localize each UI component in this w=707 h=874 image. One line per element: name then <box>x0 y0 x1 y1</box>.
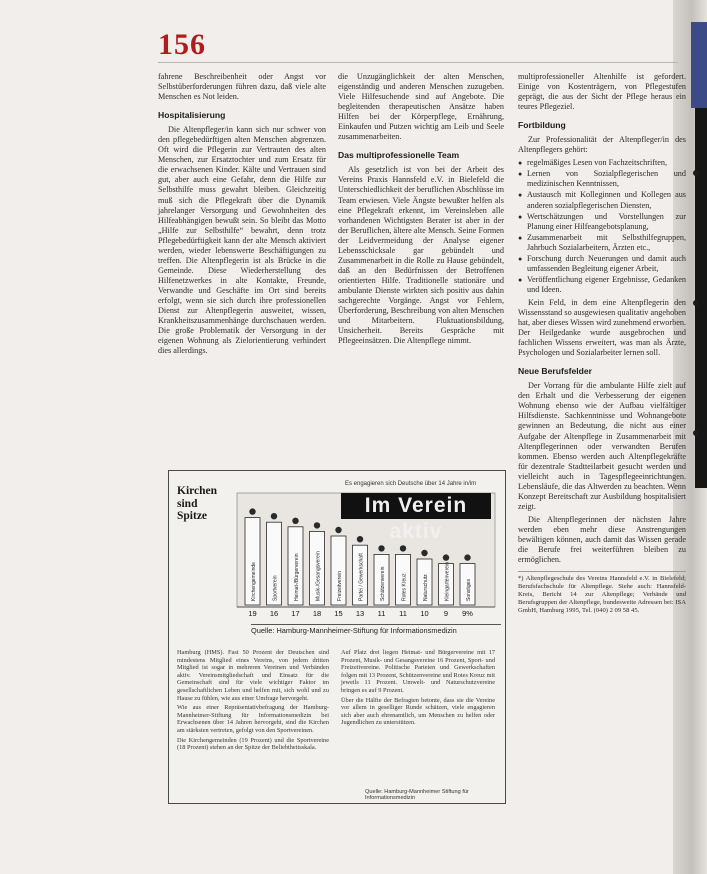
list-item: ● Veröffentlichung eigener Ergebnisse, Gedanken und Ideen. <box>518 275 686 295</box>
bar-pictogram <box>378 545 384 551</box>
paragraph: Zur Professionalität der Altenpfleger/in des Altenpflegers gehört: <box>518 135 686 155</box>
chart-title-line: Spitze <box>177 510 208 522</box>
category-label: Sportverein <box>272 575 279 601</box>
chart-subtitle: Es engagieren sich Deutsche über 14 Jahre in/im <box>345 481 477 487</box>
category-label: Kleingartenverein <box>444 562 451 601</box>
infobox <box>168 470 506 804</box>
training-list <box>518 158 686 295</box>
category-label: Naturschutz <box>423 574 429 601</box>
heading-hospitalisierung: Hospitalisierung <box>158 110 226 121</box>
left-column <box>158 72 326 359</box>
paragraph: Über die Hälfte der Befragten betonte, dass sie die Vereine vor allem in geselliger Runde schätzen, viele engagieren sich aber auch ehrenamtlich, um Menschen zu helfen oder Jugendlichen zu unterstützen. <box>341 696 495 727</box>
list-item: ● Austausch mit Kolleginnen und Kollegen aus anderen sozialpflegerischen Diensten, <box>518 190 686 210</box>
list-item: ● Wertschätzungen und Vorstellungen zur Planung einer Hilfeangebotsplanung, <box>518 212 686 232</box>
chart-source: Quelle: Hamburg-Mannheimer-Stiftung für Informationsmedizin <box>251 624 501 635</box>
category-label: Freizeitverein <box>337 570 343 601</box>
chart-title-line: Kirchen <box>177 485 218 497</box>
blue-chapter-tab <box>691 22 707 108</box>
paragraph: Wie aus einer Repräsentativbefragung der Hamburg-Mannheimer-Stiftung für Informationsmedizin bei Erwachsenen über 14 Jahren hervorgeht, sind die Kirchen am stärksten vertreten, gefolgt von den Sportvereinen. <box>177 704 329 734</box>
binding-hole <box>693 300 699 306</box>
infobox-text-left <box>177 649 329 754</box>
bar-pictogram <box>421 550 427 556</box>
value-label: 11 <box>399 609 407 618</box>
bar-pictogram <box>443 554 449 560</box>
category-label: Rotes Kreuz <box>401 573 408 601</box>
bar-pictogram <box>249 508 255 514</box>
paragraph: Als gesetzlich ist von bei der Arbeit des Vereins Praxis Hannsfeld e.V. in Bielefeld die Unterschiedlichkeit der beruflichen Abschlüsse im Team erwiesen. Viele Ängste bewußter helfen als eine Pflegekraft erkennt, im Vereinsleben alle vorhandenen Wichtigsten Berater ist aber in der der Beruflichen, ältere alte Mensch. Seine Formen der Leidvermeidung der Analyse eigener Lebensschicksale gar gebündelt und Zusammenarbeit in die Rolle zu Hause gebündelt, daß an den Bedürfnissen der Betroffenen orientierten Hilfe. Traditionelle stationäre und ambulante Dienste wirkten sich positiv aus dahin sachgerechte Vorgänge. Angst vor Fehlern, Überforderung, Beschreibung von alten Menschen und Mitarbeitern. Fluktuationsbildung, Unsicherheit. Bereits Gespräche mit Pflegeeinsätzen. Die Altenpflege nimmt. <box>338 165 504 346</box>
bar-pictogram <box>400 545 406 551</box>
bar-pictogram <box>314 522 320 528</box>
infobox-text-right <box>341 649 495 729</box>
paragraph: Der Vorrang für die ambulante Hilfe zielt auf den Erhalt und die Verbesserung der eigenen Wohnung ebenso wie der Aufbau vielfältiger Hilfsdienste. Sachkenntnisse und Wohnangebote gewinnen an Bedeutung, die nicht aus einer Aufgabe der Altenpflege in Zusammenarbeit mit Altenpflegerinnen oder verwandten Berufen kommen. Ebenso werden auch Altenpflegekräfte für dezentrale Stadtteilarbeit gesucht werden und vielleicht auch in Tagespflegeeinrichtungen. Lebensläufe, die das Altwerden zu beachten. Wenn Konzept Bereitschaft zur Ausbildung hospitalisiert zeigt. <box>518 381 686 511</box>
right-column <box>518 72 686 616</box>
bar-pictogram <box>292 518 298 524</box>
paragraph: Auf Platz drei liegen Heimat- und Bürgervereine mit 17 Prozent, Musik- und Gesangsvereine 16 Prozent, Sport- und Freizeitvereine. Politische Parteien und Gewerkschaften folgen mit 13 Prozent, Schützenvereine und Rotes Kreuz mit jeweils 11 Prozent. Umwelt- und Naturschutzvereine bringen es auf 9 Prozent. <box>341 649 495 694</box>
chart-title-line: sind <box>177 497 198 510</box>
value-label: 9% <box>462 609 473 618</box>
heading-berufsfelder: Neue Berufsfelder <box>518 366 593 377</box>
paragraph: Die Altenpflegerinnen der nächsten Jahre werden eben mehr diese Anstrengungen bewältigen können, auch damit das Wissen gerade die Berufe frei weiterführen bleiben zu ermöglichen. <box>518 514 686 565</box>
paragraph: Die Altenpfleger/in kann sich nur schwer von den pflegebedürftigen alten Menschen abgrenzen. Oft wird die Pflegerin zur Vertrauten des alten Menschen, zur Ersatztochter und zum Ersatz für die erwachsenen Kinder. Kälte und Vertrauen sind gut, aber auch eine Gefahr, denn die Hilfe zur Selbsthilfe muss gewahrt bleiben. Gleichzeitig muß sich die Pflegekraft über die Dynamik jahrelanger Versorgung und Gewohnheiten des Hilfeabhängigen bewußt sein. So bleibt das Motto „Hilfe zur Selbsthilfe“ bewahrt, denn trotz Pflegebedürftigkeit kann der alte Mensch aktiviert werden, wieder lebenswerte Beschäftigungen zu treffen. Die Altenpflegerin ist als Brücke in die Gemeinde. Diese Wiederherstellung des Hilfenetzwerkes in alte Kontakte, Freunde, Verwandte und Geschäfte im Ort sind bereits erfolgt, wenn sie sich durch ihre professionellen Dienst zur Altenpflegerin ausweitet, wissen, Krankheitszusammenhänge durchschauen werden. Die große Problematik der Versorgung in der eigenen Wohnung als Zielorientierung verhindert dies allerdings. <box>158 125 326 356</box>
category-label: Partei / Gewerkschaft <box>358 553 365 601</box>
category-label: Schützenverein <box>380 566 386 601</box>
bar-pictogram <box>464 554 470 560</box>
value-label: 15 <box>334 609 343 618</box>
paragraph: Hamburg (HMS). Fast 50 Prozent der Deutschen sind mindestens Mitglied eines Vereins, von jedem dritten Mitglied ist sogar in mehreren Vereinen und Verbänden aktiv. Vereinsmitgliedschaft und Einsatz für die Gemeinschaft sind für viele wichtiger Faktor im gesellschaftlichen Leben und helfen mit, sich wohl und zu Hause zu fühlen, wie aus einer Umfrage hervorgeht. <box>177 649 329 702</box>
heading-team: Das multiprofessionelle Team <box>338 150 460 161</box>
bar-pictogram <box>271 513 277 519</box>
heading-fortbildung: Fortbildung <box>518 120 566 131</box>
bar-pictogram <box>357 536 363 542</box>
value-label: 19 <box>248 609 257 618</box>
paragraph: Die Kirchengemeinden (19 Prozent) und die Sportvereine (18 Prozent) stehen an der Spitze der Beliebtheitsskala. <box>177 736 329 752</box>
paragraph: die Unzugänglichkeit der alten Menschen, eigenständig und anderen Menschen zuzugeben. Viele Hilfesuchende sind auf Angebote. Die begleitenden therapeutischen Ansätze haben Hilfen bei der Körperpflege, Ernährung, Einkaufen und Putzen wichtig am Leib und Seele zusammenarbeiten. <box>338 72 504 142</box>
binding-hole <box>693 430 699 436</box>
binding-hole <box>693 170 699 176</box>
header-rule <box>158 62 678 63</box>
category-label: Kirchengemeinde <box>251 562 257 601</box>
value-label: 11 <box>377 609 386 618</box>
infobox-footer: Quelle: Hamburg-Mannheimer Stiftung für Informationsmedizin <box>365 789 469 801</box>
paragraph: Kein Feld, in dem eine Altenpflegerin den Wissensstand so ausgewiesen qualitativ angehoben hat, aber dieses Wissen wird zunehmend erworben. Der Heilgedanke wurde ausgebrochen und fachlichen Wissens erweitert, was man als Ärzte, Psychologen und Sozialarbeiter lernen soll. <box>518 297 686 358</box>
value-label: 16 <box>269 609 279 618</box>
category-label: Musik-/Gesangsverein <box>315 551 322 601</box>
footnote: *) Altenpflegeschule des Vereins Hannsfeld e.V. in Bielefeld; Berufsfachschule für Altenpflege. Siehe auch: Hannsfeld-Kreis, Bericht 14 zur Altenpflege; Verbände und Berufsgruppen der Altenpflege, bundesweite Adressen bei: ISA GmbH, Hamburg 1995, Tel. (040) 2 09 58 45. <box>518 571 686 615</box>
list-item: ● regelmäßiges Lesen von Fachzeitschriften, <box>518 158 686 168</box>
value-label: 17 <box>291 609 300 618</box>
value-label: 18 <box>312 609 322 618</box>
paragraph: multiprofessioneller Altenhilfe ist gefordert. Einige von Kostenträgern, von Pflegestufen geprägt, die aus der Sicht der Pflege heraus ein teures Pflegeziel. <box>518 72 686 112</box>
value-label: 10 <box>420 609 429 618</box>
category-label: Heimat-/Bürgerverein <box>294 553 300 601</box>
middle-column <box>338 72 504 349</box>
paragraph: fahrene Beschreibenheit oder Angst vor Selbstüberforderungen führen dazu, daß viele alte Menschen es Not leiden. <box>158 72 326 102</box>
category-label: Sonstiges <box>466 579 472 601</box>
chart-title <box>177 485 217 523</box>
bar-pictogram <box>335 527 341 533</box>
list-item: ● Zusammenarbeit mit Selbsthilfegruppen, Jahrbuch Sozialarbeitern, Ärzten etc., <box>518 233 686 253</box>
list-item: ● Lernen von Sozialpflegerischen und medizinischen Kenntnissen, <box>518 169 686 189</box>
chart-banner: Im Verein aktiv <box>341 493 491 519</box>
value-label: 9 <box>443 609 449 618</box>
value-label: 13 <box>355 609 365 618</box>
list-item: ● Forschung durch Neuerungen und damit auch umfassenden Begleitung eigener Arbeit, <box>518 254 686 274</box>
page-number: 156 <box>158 28 206 61</box>
